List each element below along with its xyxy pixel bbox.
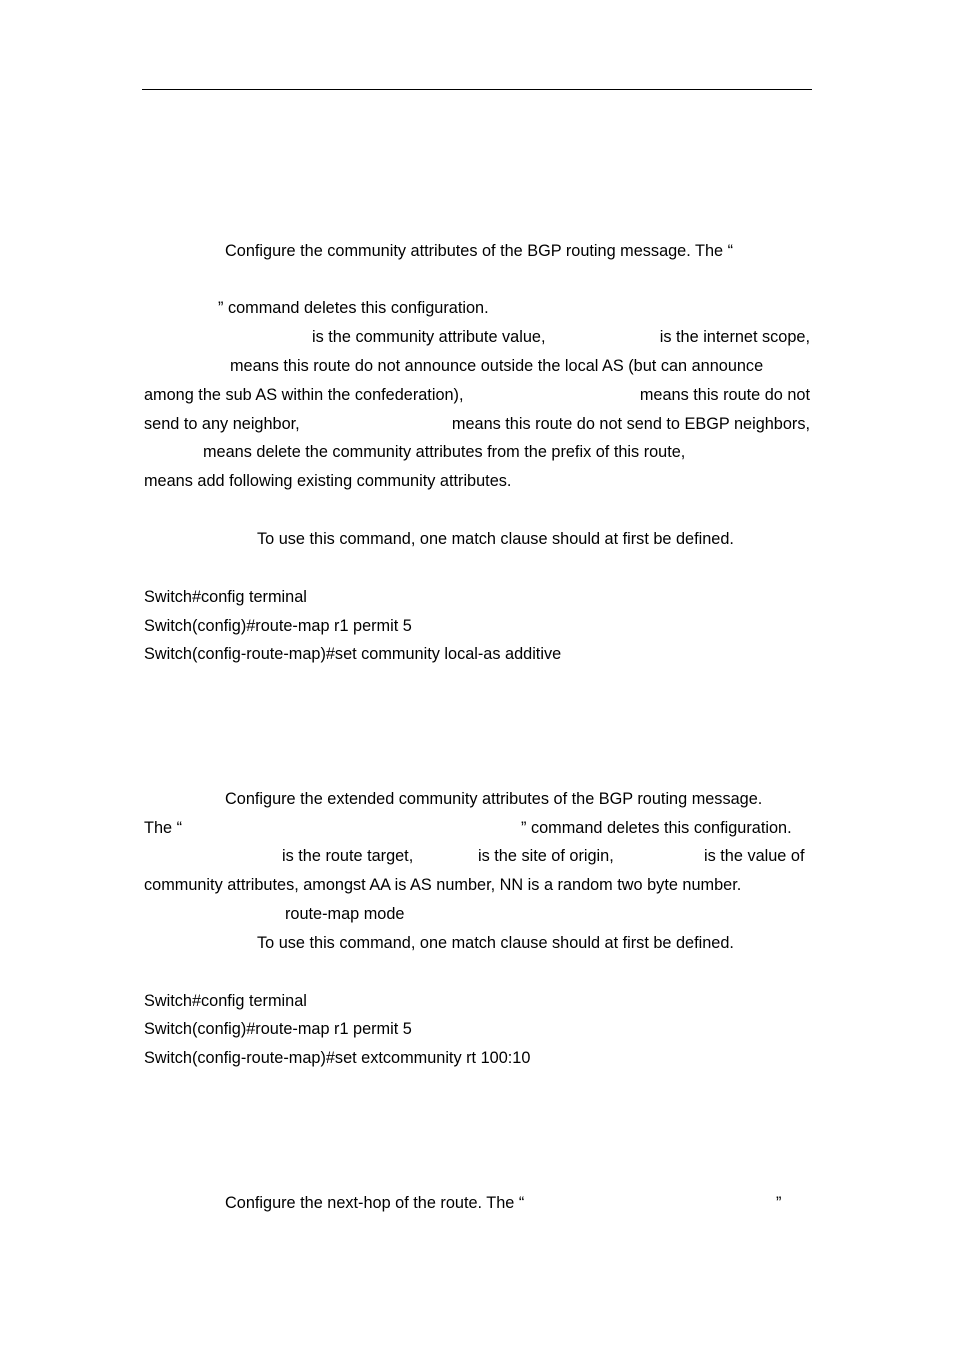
extcommunity-param-soo: is the site of origin,: [478, 847, 614, 865]
nexthop-function-line1a: Configure the next-hop of the route. The “: [225, 1194, 525, 1212]
param-text: means this route do not: [639, 386, 810, 404]
extcommunity-example-line: Switch#config terminal: [144, 992, 307, 1010]
extcommunity-function-line1: Configure the extended community attributes of the BGP routing message.: [225, 790, 763, 808]
nexthop-function-line1b: ”: [776, 1194, 782, 1212]
param-text: send to any neighbor,: [144, 415, 300, 433]
community-usage: To use this command, one match clause should at first be defined.: [257, 530, 734, 548]
community-example-line: Switch#config terminal: [144, 588, 307, 606]
community-function-line1: Configure the community attributes of the BGP routing message. The “: [225, 242, 733, 260]
extcommunity-example-line: Switch(config)#route-map r1 permit 5: [144, 1020, 412, 1038]
extcommunity-param-rt: is the route target,: [282, 847, 414, 865]
extcommunity-mode: route-map mode: [285, 905, 405, 923]
community-function-line2: ” command deletes this configuration.: [218, 299, 489, 317]
extcommunity-usage: To use this command, one match clause should at first be defined.: [257, 934, 734, 952]
extcommunity-param-value: is the value of: [704, 847, 805, 865]
community-example-line: Switch(config)#route-map r1 permit 5: [144, 617, 412, 635]
community-param-line3: [144, 385, 810, 405]
param-text: means this route do not send to EBGP neighbors,: [451, 415, 810, 433]
extcommunity-function-line2a: The “: [144, 819, 183, 837]
param-text: among the sub AS within the confederation),: [144, 386, 464, 404]
extcommunity-example-line: Switch(config-route-map)#set extcommunity rt 100:10: [144, 1049, 531, 1067]
header-rule: [142, 89, 812, 90]
community-param-line6: means add following existing community attributes.: [144, 472, 512, 490]
param-text: is the community attribute value,: [312, 328, 546, 346]
community-param-line1: [312, 327, 810, 347]
extcommunity-param-line2: community attributes, amongst AA is AS number, NN is a random two byte number.: [144, 876, 742, 894]
community-param-line4: [144, 414, 810, 434]
community-param-line5: [203, 442, 729, 462]
community-example-line: Switch(config-route-map)#set community local-as additive: [144, 645, 562, 663]
param-text: is the internet scope,: [659, 328, 810, 346]
extcommunity-function-line2b: ” command deletes this configuration.: [521, 819, 792, 837]
param-text: means delete the community attributes from the prefix of this route,: [203, 443, 686, 461]
param-text: means this route do not announce outside the local AS (but can announce: [230, 357, 764, 375]
community-param-line2: [230, 356, 810, 376]
